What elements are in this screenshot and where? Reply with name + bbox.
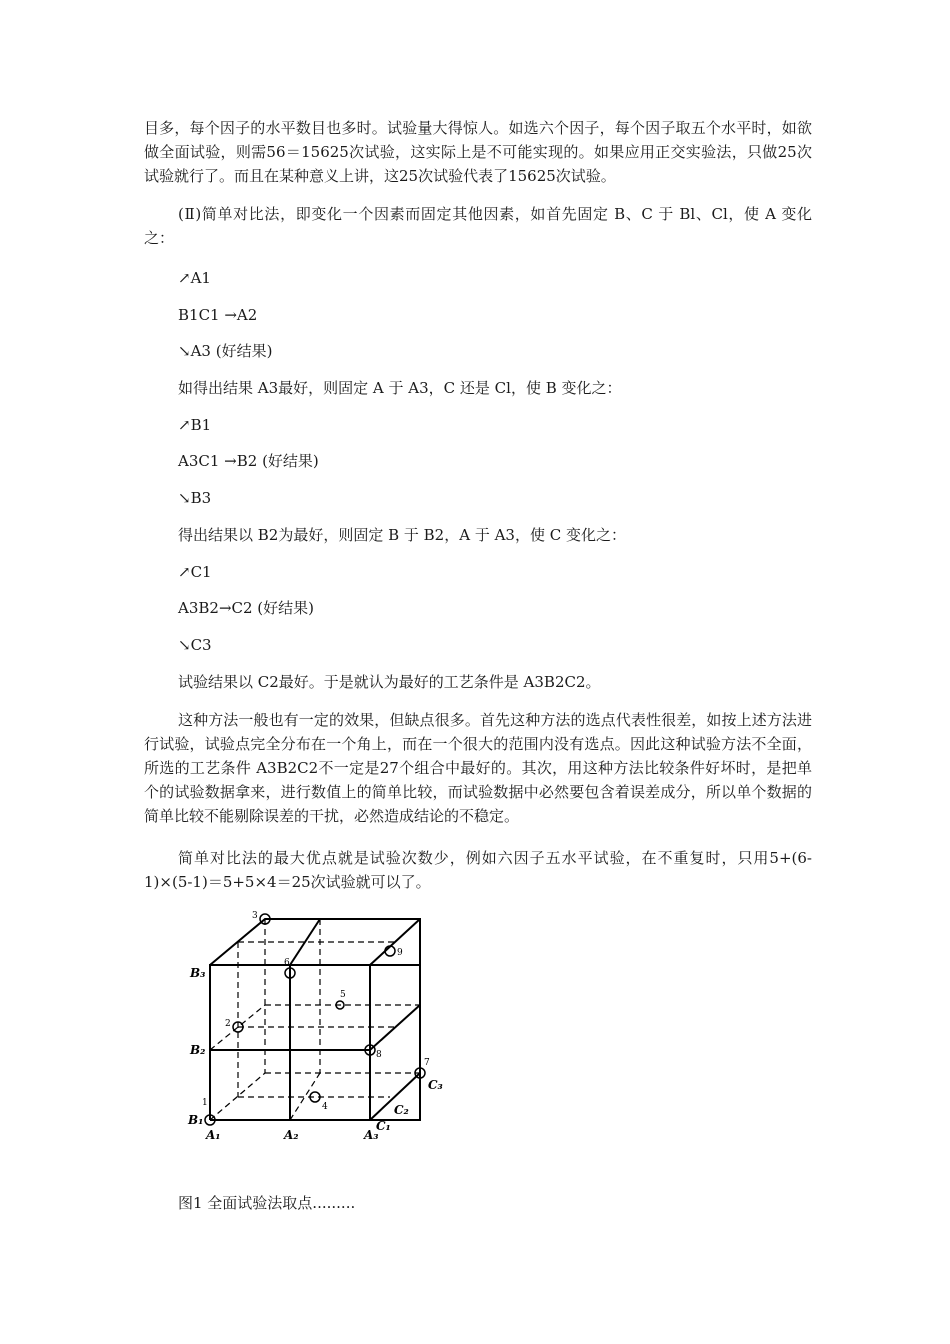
scheme-c-up: ↗C1 (178, 563, 212, 581)
point-label-2: 2 (225, 1019, 231, 1029)
point-label-7: 7 (424, 1058, 430, 1068)
point-label-5: 5 (340, 990, 346, 1000)
axis-labels (187, 966, 443, 1142)
scheme-a-up: ↗A1 (178, 269, 211, 287)
paragraph-result-c: 试验结果以 C2最好。于是就认为最好的工艺条件是 A3B2C2。 (178, 673, 601, 691)
paragraph-simple-comparison: (Ⅱ)简单对比法，即变化一个因素而固定其他因素，如首先固定 B、C 于 Bl、Cl，使 A 变化之： (144, 205, 812, 247)
label-c3: C₃ (428, 1078, 443, 1092)
scheme-a-down: ↘A3 (好结果) (178, 342, 273, 360)
label-a2: A₂ (284, 1128, 299, 1142)
scheme-c-down: ↘C3 (178, 636, 212, 654)
scheme-c-mid: A3B2→C2 (好结果) (178, 599, 315, 617)
scheme-b-down: ↘B3 (178, 489, 212, 507)
point-label-6: 6 (284, 958, 290, 968)
point-label-1: 1 (202, 1098, 208, 1108)
cube-figure (180, 905, 450, 1150)
scheme-b-up: ↗B1 (178, 416, 212, 434)
cube-solid-edges (210, 919, 420, 1120)
label-c1: C₁ (376, 1119, 391, 1133)
paragraph-result-b: 得出结果以 B2为最好，则固定 B 于 B2，A 于 A3，使 C 变化之： (178, 526, 626, 544)
label-b1: B₁ (188, 1113, 204, 1127)
point-label-3: 3 (252, 911, 258, 921)
paragraph-result-a: 如得出结果 A3最好，则固定 A 于 A3，C 还是 Cl，使 B 变化之： (178, 379, 622, 397)
paragraph-intro: 目多，每个因子的水平数目也多时。试验量大得惊人。如选六个因子，每个因子取五个水平时，如欲做全面试验，则需56＝15625次试验，这实际上是不可能实现的。如果应用正交实验法，只做25次试验就行了。而且在某种意义上讲，这25次试验代表了15625次试验。 (144, 119, 812, 185)
paragraph-drawbacks: 这种方法一般也有一定的效果，但缺点很多。首先这种方法的选点代表性很差，如按上述方法进行试验，试验点完全分布在一个角上，而在一个很大的范围内没有选点。因此这种试验方法不全面，所选的工艺条件 A3B2C2不一定是27个组合中最好的。其次，用这种方法比较条件好坏时，是把单个的试验数据拿来，进行数值上的简单比较，而试验数据中必然要包含着误差成分，所以单个数据的简单比较不能剔除误差的干扰，必然造成结论的不稳定。 (144, 711, 812, 825)
label-a3: A₃ (364, 1128, 379, 1142)
label-c2: C₂ (394, 1103, 409, 1117)
label-b2: B₂ (190, 1043, 206, 1057)
label-b3: B₃ (190, 966, 206, 980)
paragraph-advantage: 简单对比法的最大优点就是试验次数少，例如六因子五水平试验，在不重复时，只用5+(6-1)×(5-1)＝5+5×4＝25次试验就可以了。 (144, 849, 812, 891)
scheme-a-mid: B1C1 →A2 (178, 306, 258, 324)
point-label-8: 8 (376, 1050, 382, 1060)
point-label-9: 9 (397, 948, 403, 958)
scheme-b-mid: A3C1 →B2 (好结果) (178, 452, 319, 470)
figure-caption: 图1 全面试验法取点......... (178, 1194, 356, 1212)
label-a1: A₁ (206, 1128, 221, 1142)
point-label-4: 4 (322, 1102, 328, 1112)
